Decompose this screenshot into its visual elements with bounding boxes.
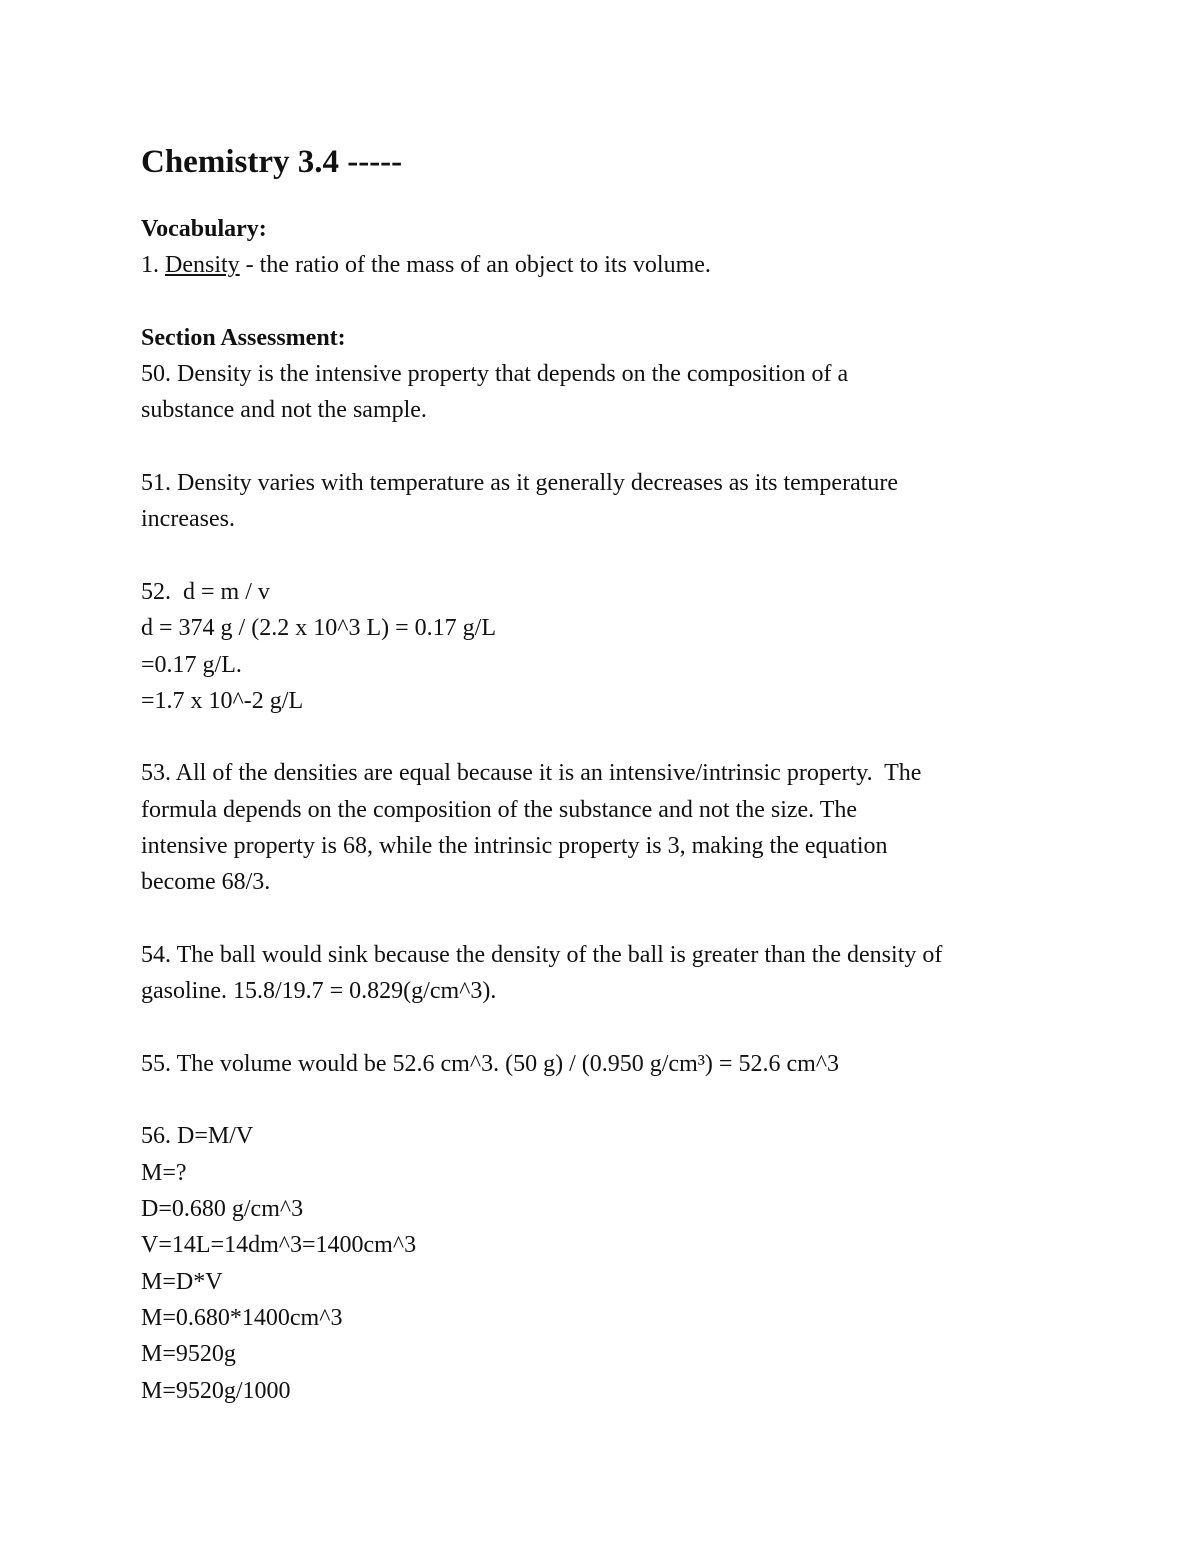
spacer [141,901,1101,937]
answer-line: =1.7 x 10^-2 g/L [141,687,304,714]
answer-line: 55. The volume would be 52.6 cm^3. (50 g) / (0.950 g/cm³) = 52.6 cm^3 [141,1050,840,1077]
answer-line: become 68/3. [141,869,271,896]
vocabulary-heading: Vocabulary: [141,216,267,242]
answer-line: 56. D=M/V [141,1123,254,1150]
page-title: Chemistry 3.4 ----- [141,144,403,180]
spacer [141,429,1101,465]
document-page [141,138,1101,1409]
answer-51 [141,465,1101,538]
spacer [141,284,1101,320]
answer-54 [141,937,1101,1010]
answer-line: intensive property is 68, while the intrinsic property is 3, making the equation [141,833,888,860]
answer-line: increases. [141,506,235,533]
answer-line: M=D*V [141,1268,223,1295]
answer-line: d = 374 g / (2.2 x 10^3 L) = 0.17 g/L [141,615,496,642]
answer-line: 54. The ball would sink because the density of the ball is greater than the density of [141,941,943,968]
answer-56 [141,1118,1101,1408]
vocabulary-number: 1. [141,252,165,279]
answer-line: M=? [141,1159,187,1186]
answer-53 [141,755,1101,900]
spacer [141,1010,1101,1046]
answer-line: V=14L=14dm^3=1400cm^3 [141,1232,417,1259]
spacer [141,1082,1101,1118]
vocabulary-definition: - the ratio of the mass of an object to its volume. [239,252,711,279]
answer-line: =0.17 g/L. [141,651,242,678]
answer-line: M=9520g [141,1341,236,1368]
answer-52 [141,574,1101,719]
assessment-heading: Section Assessment: [141,324,346,351]
vocabulary-item [141,247,1101,283]
answer-line: M=9520g/1000 [141,1377,291,1404]
answer-55 [141,1046,1101,1082]
answer-line: 51. Density varies with temperature as it generally decreases as its temperature [141,470,899,497]
spacer [141,538,1101,574]
answer-line: D=0.680 g/cm^3 [141,1196,304,1223]
answer-line: formula depends on the composition of the substance and not the size. The [141,796,858,823]
vocabulary-term: Density [165,252,240,279]
answer-line: 53. All of the densities are equal because it is an intensive/intrinsic property. The [141,760,922,787]
answer-line: substance and not the sample. [141,397,427,424]
answer-50 [141,356,1101,429]
answer-line: M=0.680*1400cm^3 [141,1304,343,1331]
answer-line: 50. Density is the intensive property that depends on the composition of a [141,361,849,388]
answer-line: 52. d = m / v [141,578,270,605]
spacer [141,719,1101,755]
answer-line: gasoline. 15.8/19.7 = 0.829(g/cm^3). [141,978,497,1005]
